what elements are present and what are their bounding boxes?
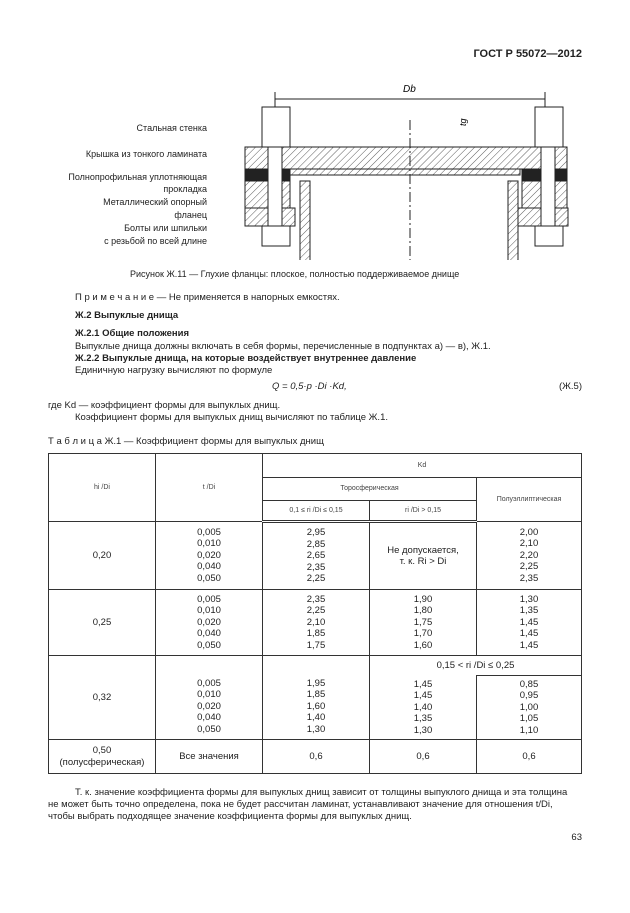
header-semi: Полуэллиптическая	[477, 478, 582, 522]
paragraph: Коэффициент формы для выпуклых днищ вычисляют по таблице Ж.1.	[75, 412, 388, 423]
formula-number: (Ж.5)	[558, 381, 582, 392]
header-t: t /Di	[156, 454, 263, 522]
cell: 0,20	[49, 522, 156, 590]
label-gasket: Полнопрофильная уплотняющая	[68, 172, 207, 182]
cell: 0,6	[263, 740, 370, 774]
label-laminate-cover: Крышка из тонкого ламината	[85, 149, 207, 159]
cell: 1,90 1,80 1,75 1,70 1,60	[370, 590, 477, 656]
cell: 0,25	[49, 590, 156, 656]
label-bolts-2: с резьбой по всей длине	[104, 236, 207, 246]
table-row	[49, 522, 582, 590]
note: П р и м е ч а н и е — Не применяется в напорных емкостях.	[75, 292, 340, 303]
label-metal-flange-2: фланец	[174, 210, 207, 220]
cell: 1,30 1,35 1,45 1,45 1,45	[477, 590, 582, 656]
label-steel-wall: Стальная стенка	[136, 123, 207, 133]
figure-caption: Рисунок Ж.11 — Глухие фланцы: плоское, полностью поддерживаемое днище	[130, 269, 460, 279]
header-kd: Kd	[263, 454, 582, 478]
cell: 2,00 2,10 2,20 2,25 2,35	[477, 522, 582, 590]
cell: 2,35 2,25 2,10 1,85 1,75	[263, 590, 370, 656]
label-gasket-2: прокладка	[163, 184, 207, 194]
dim-db-label: Db	[403, 84, 416, 95]
subsection-heading: Ж.2.2 Выпуклые днища, на которые воздействует внутреннее давление	[75, 353, 417, 364]
paragraph: чтобы выбрать подходящее значение коэффициента формы для выпуклых днищ.	[48, 811, 412, 822]
cell: 0,6	[477, 740, 582, 774]
cell: 2,95 2,85 2,65 2,35 2,25	[263, 522, 370, 590]
cell-subheader: 0,15 < ri /Di ≤ 0,25	[370, 656, 582, 676]
cell: 0,85 0,95 1,00 1,05 1,10	[477, 676, 582, 740]
page-number: 63	[571, 832, 582, 843]
doc-header: ГОСТ Р 55072—2012	[473, 48, 582, 60]
label-bolts: Болты или шпильки	[124, 223, 207, 233]
shape-factor-table	[48, 453, 582, 774]
table-row	[49, 740, 582, 774]
paragraph: не может быть точно определена, пока не будет рассчитан ламинат, устанавливают значение для отношения t/Di,	[48, 799, 553, 810]
cell: 0,005 0,010 0,020 0,040 0,050	[156, 656, 263, 740]
cell: 0,005 0,010 0,020 0,040 0,050	[156, 522, 263, 590]
cell: Не допускается, т. к. Ri > Di	[370, 522, 477, 590]
table-row	[49, 590, 582, 656]
dim-tg-label: tg	[458, 118, 468, 126]
paragraph: Единичную нагрузку вычисляют по формуле	[75, 365, 273, 376]
header-hd: hi /Di	[49, 454, 156, 522]
table-title: Т а б л и ц а Ж.1 — Коэффициент формы для выпуклых днищ	[48, 436, 324, 447]
cell: 0,005 0,010 0,020 0,040 0,050	[156, 590, 263, 656]
label-metal-flange: Металлический опорный	[103, 197, 207, 207]
cell: 1,95 1,85 1,60 1,40 1,30	[263, 656, 370, 740]
paragraph: где Kd — коэффициент формы для выпуклых днищ.	[48, 400, 281, 411]
paragraph: Т. к. значение коэффициента формы для выпуклых днищ зависит от толщины выпуклого днища и эта толщина	[75, 787, 568, 798]
subsection-heading: Ж.2.1 Общие положения	[75, 328, 190, 339]
cell: 0,50 (полусферическая)	[49, 740, 156, 774]
header-c2: ri /Di > 0,15	[370, 501, 477, 522]
cell: 0,6	[370, 740, 477, 774]
paragraph: Выпуклые днища должны включать в себя формы, перечисленные в подпунктах а) — в), Ж.1.	[75, 341, 491, 352]
cell: 0,32	[49, 656, 156, 740]
section-heading: Ж.2 Выпуклые днища	[75, 310, 179, 321]
formula: Q = 0,5·p ·Di ·Kd,	[272, 381, 347, 392]
cell: Все значения	[156, 740, 263, 774]
cell: 1,45 1,45 1,40 1,35 1,30	[370, 676, 477, 740]
header-toro: Торосферическая	[263, 478, 477, 501]
header-c1: 0,1 ≤ ri /Di ≤ 0,15	[263, 501, 370, 522]
